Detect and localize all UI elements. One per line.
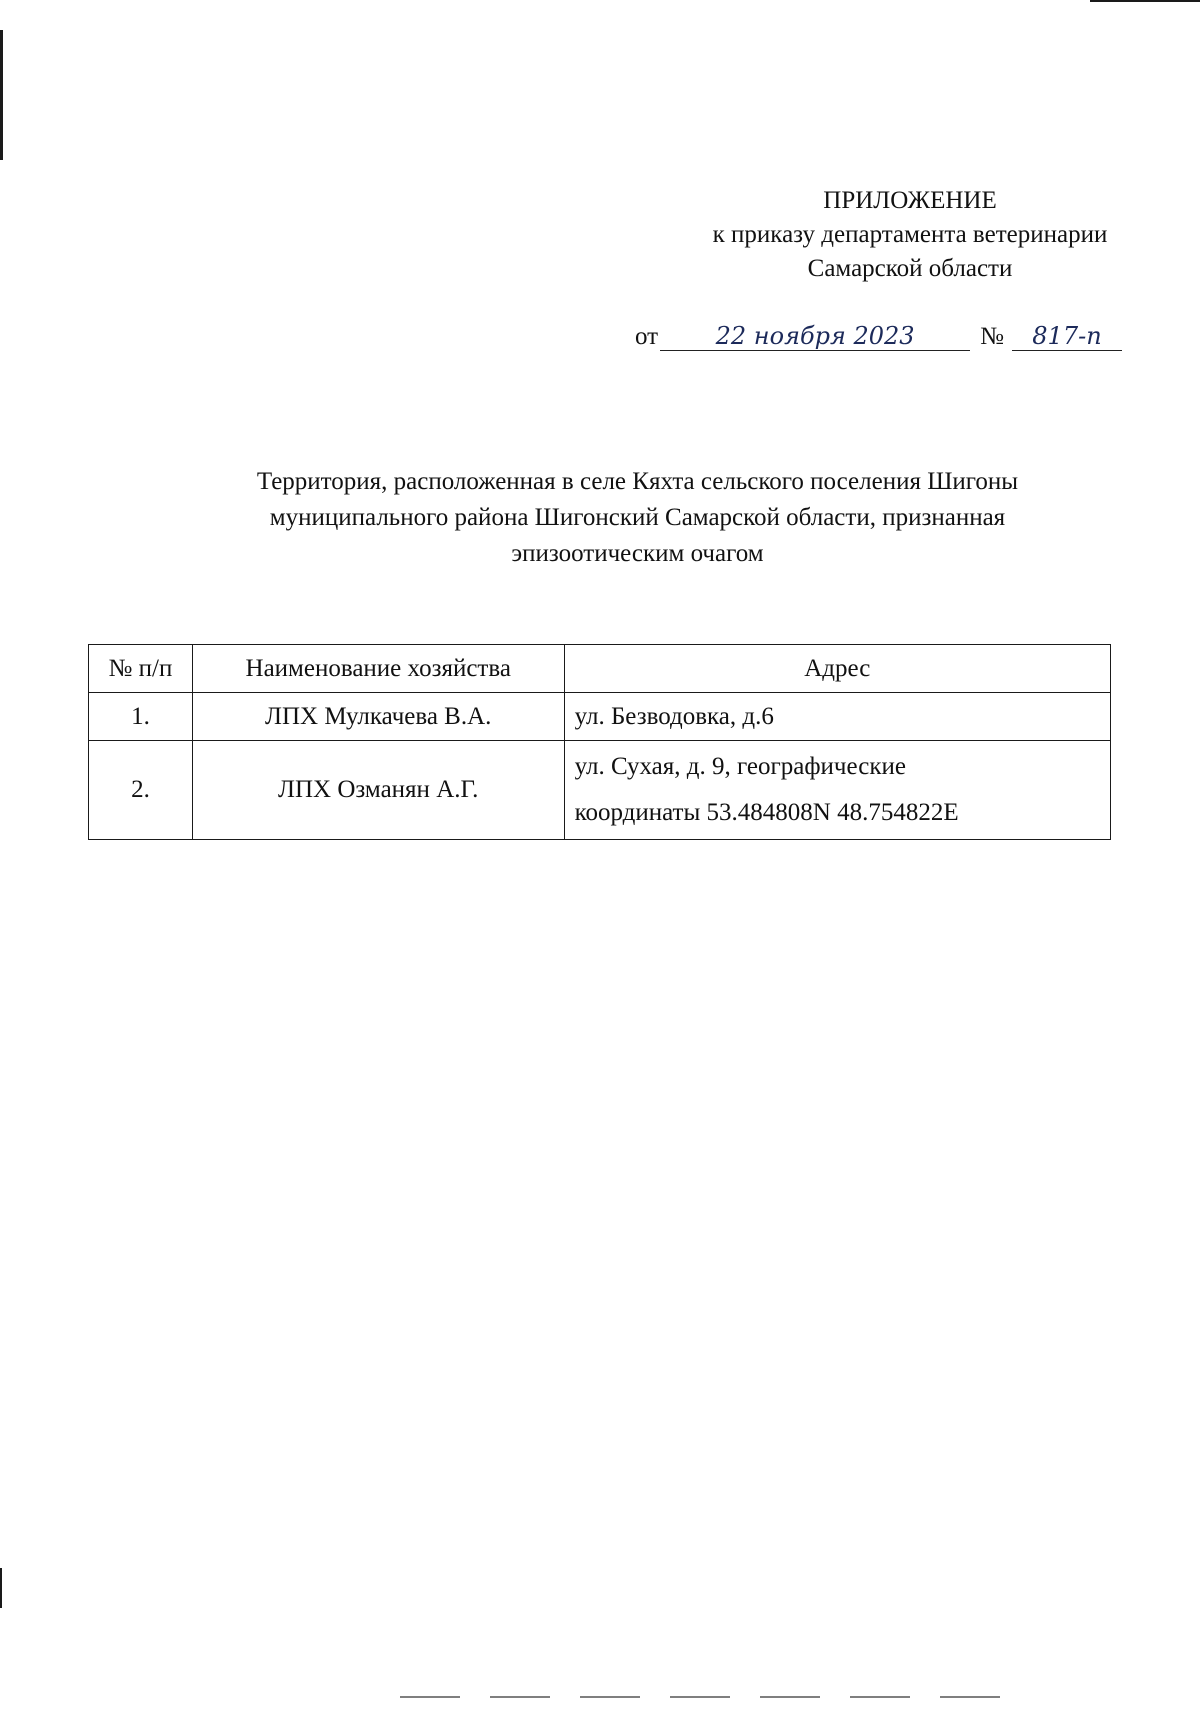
address-coordinates-line: координаты 53.484808N 48.754822E: [574, 799, 959, 826]
header-address: Адрес: [564, 645, 1110, 693]
scan-edge-top: [1090, 0, 1200, 2]
handwritten-date: 22 ноября 2023: [660, 322, 970, 351]
header-number: № п/п: [89, 645, 193, 693]
scan-edge-left-bottom: [0, 1568, 2, 1608]
appendix-order-reference: к приказу департамента ветеринарии: [712, 221, 1108, 248]
table-header-row: [89, 645, 1111, 693]
farm-address: [564, 693, 1110, 741]
appendix-header: [600, 184, 1200, 286]
title-line-2: муниципального района Шигонский Самарской области, признанная: [269, 504, 1006, 531]
table-row: [89, 693, 1111, 741]
scan-edge-left: [0, 30, 3, 160]
title-line-3: эпизоотическим очагом: [511, 540, 764, 567]
address-line: ул. Сухая, д. 9, географические: [574, 753, 906, 780]
row-number: 1.: [89, 693, 193, 741]
number-sign: №: [980, 323, 1004, 350]
appendix-title: ПРИЛОЖЕНИЕ: [823, 187, 997, 214]
handwritten-order-number: 817-п: [1012, 322, 1122, 351]
document-title: [160, 464, 1115, 572]
address-line: ул. Безводовка, д.6: [574, 702, 774, 730]
order-date-number-line: [635, 322, 1122, 351]
title-line-1: Территория, расположенная в селе Кяхта сельского поселения Шигоны: [256, 468, 1019, 495]
header-farm-name: Наименование хозяйства: [192, 645, 564, 693]
farm-name: ЛПХ Мулкачева В.А.: [192, 693, 564, 741]
table-row: [89, 741, 1111, 840]
row-number: 2.: [89, 741, 193, 840]
date-prefix: от: [635, 323, 659, 350]
farm-address: [564, 741, 1110, 840]
scan-edge-bottom: [400, 1696, 1020, 1698]
farm-name: ЛПХ Озманян А.Г.: [192, 741, 564, 840]
appendix-region: Самарской области: [807, 255, 1013, 282]
farms-table: [88, 644, 1111, 840]
